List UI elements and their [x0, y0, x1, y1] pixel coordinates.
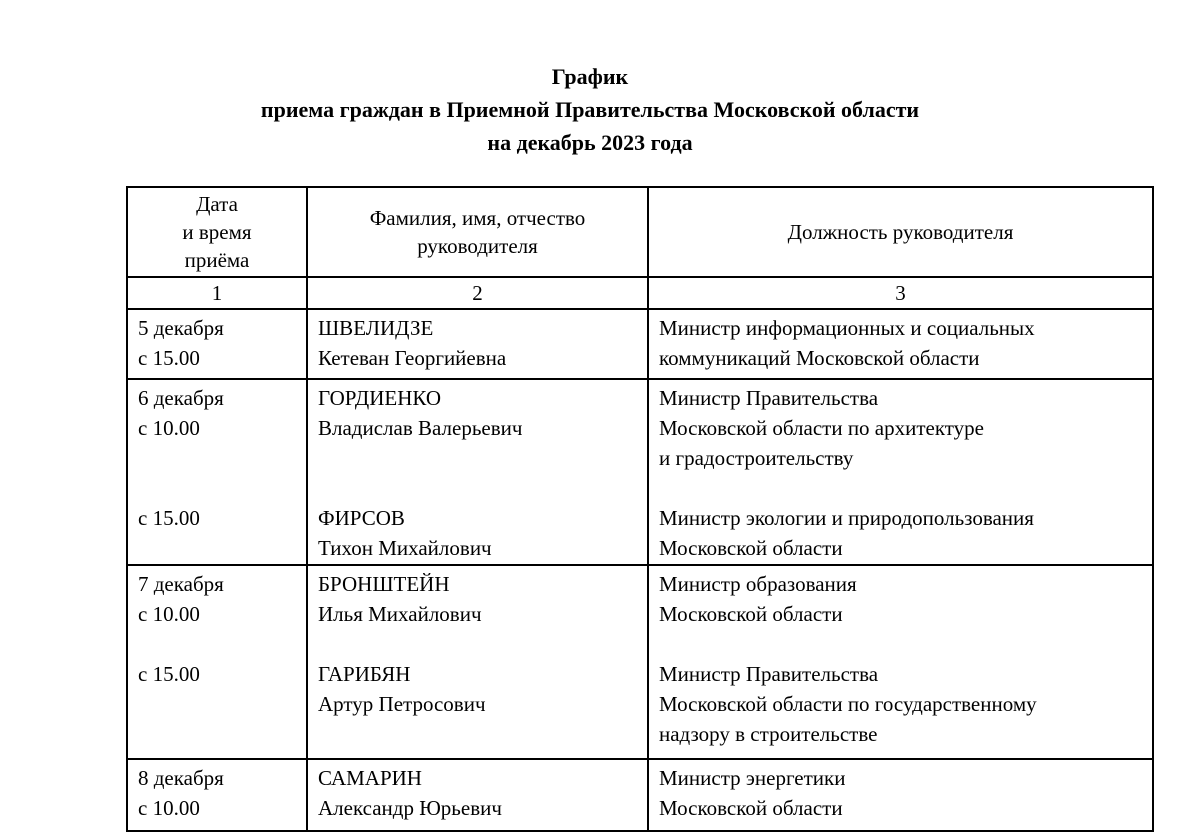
- header-date-line-1: Дата: [196, 192, 238, 216]
- position-line: надзору в строительстве: [659, 722, 878, 746]
- time-text: с 10.00: [138, 602, 200, 626]
- table-header-row: [127, 187, 1153, 277]
- header-full-name: [307, 187, 648, 277]
- appointment-slot: [318, 763, 639, 823]
- header-name-line-1: Фамилия, имя, отчество: [369, 206, 586, 230]
- time-text: с 15.00: [138, 506, 200, 530]
- appointment-slot: [318, 313, 639, 373]
- date-text: 8 декабря: [138, 766, 224, 790]
- appointment-slot: [659, 503, 1144, 563]
- document-title: [0, 60, 1180, 159]
- cell-date-time: [127, 565, 307, 759]
- title-line-2: приема граждан в Приемной Правительства Московской области: [260, 97, 920, 122]
- position-line: Московской области по государственному: [659, 692, 1037, 716]
- cell-date-time: [127, 379, 307, 565]
- appointment-slot: [318, 569, 639, 659]
- position-line: и градостроительству: [659, 446, 854, 470]
- cell-position: [648, 565, 1153, 759]
- date-text: 5 декабря: [138, 316, 224, 340]
- cell-position: [648, 309, 1153, 379]
- table-row-7-december: [127, 565, 1153, 759]
- time-text: с 10.00: [138, 416, 200, 440]
- cell-date-time: [127, 309, 307, 379]
- name-patronymic-text: Александр Юрьевич: [318, 796, 502, 820]
- appointment-slot: [659, 763, 1144, 823]
- appointment-slot: [659, 659, 1144, 749]
- surname-text: ФИРСОВ: [318, 506, 405, 530]
- position-line: Министр Правительства: [659, 662, 879, 686]
- position-line: Министр образования: [659, 572, 857, 596]
- appointment-slot: [138, 569, 298, 659]
- appointment-slot: [659, 383, 1144, 503]
- position-line: Московской области по архитектуре: [659, 416, 985, 440]
- position-line: Московской области: [659, 796, 843, 820]
- header-position: [648, 187, 1153, 277]
- cell-full-name: [307, 565, 648, 759]
- name-patronymic-text: Кетеван Георгийевна: [318, 346, 507, 370]
- title-line-3: на декабрь 2023 года: [487, 130, 693, 155]
- table-row-6-december: [127, 379, 1153, 565]
- appointment-slot: [138, 763, 298, 823]
- appointment-slot: [318, 659, 639, 719]
- table-row-5-december: [127, 309, 1153, 379]
- table-row-8-december: [127, 759, 1153, 831]
- appointment-slot: [318, 503, 639, 563]
- header-date-line-2: и время: [182, 220, 252, 244]
- position-line: Министр Правительства: [659, 386, 879, 410]
- header-position-line: Должность руководителя: [787, 220, 1014, 244]
- cell-full-name: [307, 379, 648, 565]
- appointment-slot: [138, 313, 298, 373]
- cell-position: [648, 379, 1153, 565]
- appointment-slot: [138, 659, 298, 689]
- appointment-slot: [138, 383, 298, 503]
- surname-text: ГАРИБЯН: [318, 662, 411, 686]
- time-text: с 15.00: [138, 662, 200, 686]
- surname-text: БРОНШТЕЙН: [318, 572, 450, 596]
- name-patronymic-text: Владислав Валерьевич: [318, 416, 523, 440]
- position-line: Министр информационных и социальных: [659, 316, 1035, 340]
- name-patronymic-text: Артур Петросович: [318, 692, 486, 716]
- appointment-slot: [659, 569, 1144, 659]
- position-line: Министр энергетики: [659, 766, 846, 790]
- date-text: 6 декабря: [138, 386, 224, 410]
- header-date-time: [127, 187, 307, 277]
- surname-text: ШВЕЛИДЗЕ: [318, 316, 434, 340]
- name-patronymic-text: Тихон Михайлович: [318, 536, 492, 560]
- title-line-1: График: [551, 64, 629, 89]
- time-text: с 15.00: [138, 346, 200, 370]
- position-line: Московской области: [659, 536, 843, 560]
- position-line: Московской области: [659, 602, 843, 626]
- name-patronymic-text: Илья Михайлович: [318, 602, 482, 626]
- column-number-row: [127, 277, 1153, 309]
- column-number-3: 3: [648, 277, 1153, 309]
- position-line: Министр экологии и природопользования: [659, 506, 1034, 530]
- surname-text: ГОРДИЕНКО: [318, 386, 442, 410]
- header-name-line-2: руководителя: [417, 234, 538, 258]
- cell-date-time: [127, 759, 307, 831]
- appointment-slot: [318, 383, 639, 503]
- surname-text: САМАРИН: [318, 766, 422, 790]
- cell-full-name: [307, 309, 648, 379]
- column-number-1: 1: [127, 277, 307, 309]
- cell-position: [648, 759, 1153, 831]
- appointment-slot: [138, 503, 298, 533]
- cell-full-name: [307, 759, 648, 831]
- appointment-slot: [659, 313, 1144, 373]
- schedule-table: [126, 186, 1154, 832]
- header-date-line-3: приёма: [184, 248, 250, 272]
- column-number-2: 2: [307, 277, 648, 309]
- time-text: с 10.00: [138, 796, 200, 820]
- position-line: коммуникаций Московской области: [659, 346, 980, 370]
- date-text: 7 декабря: [138, 572, 224, 596]
